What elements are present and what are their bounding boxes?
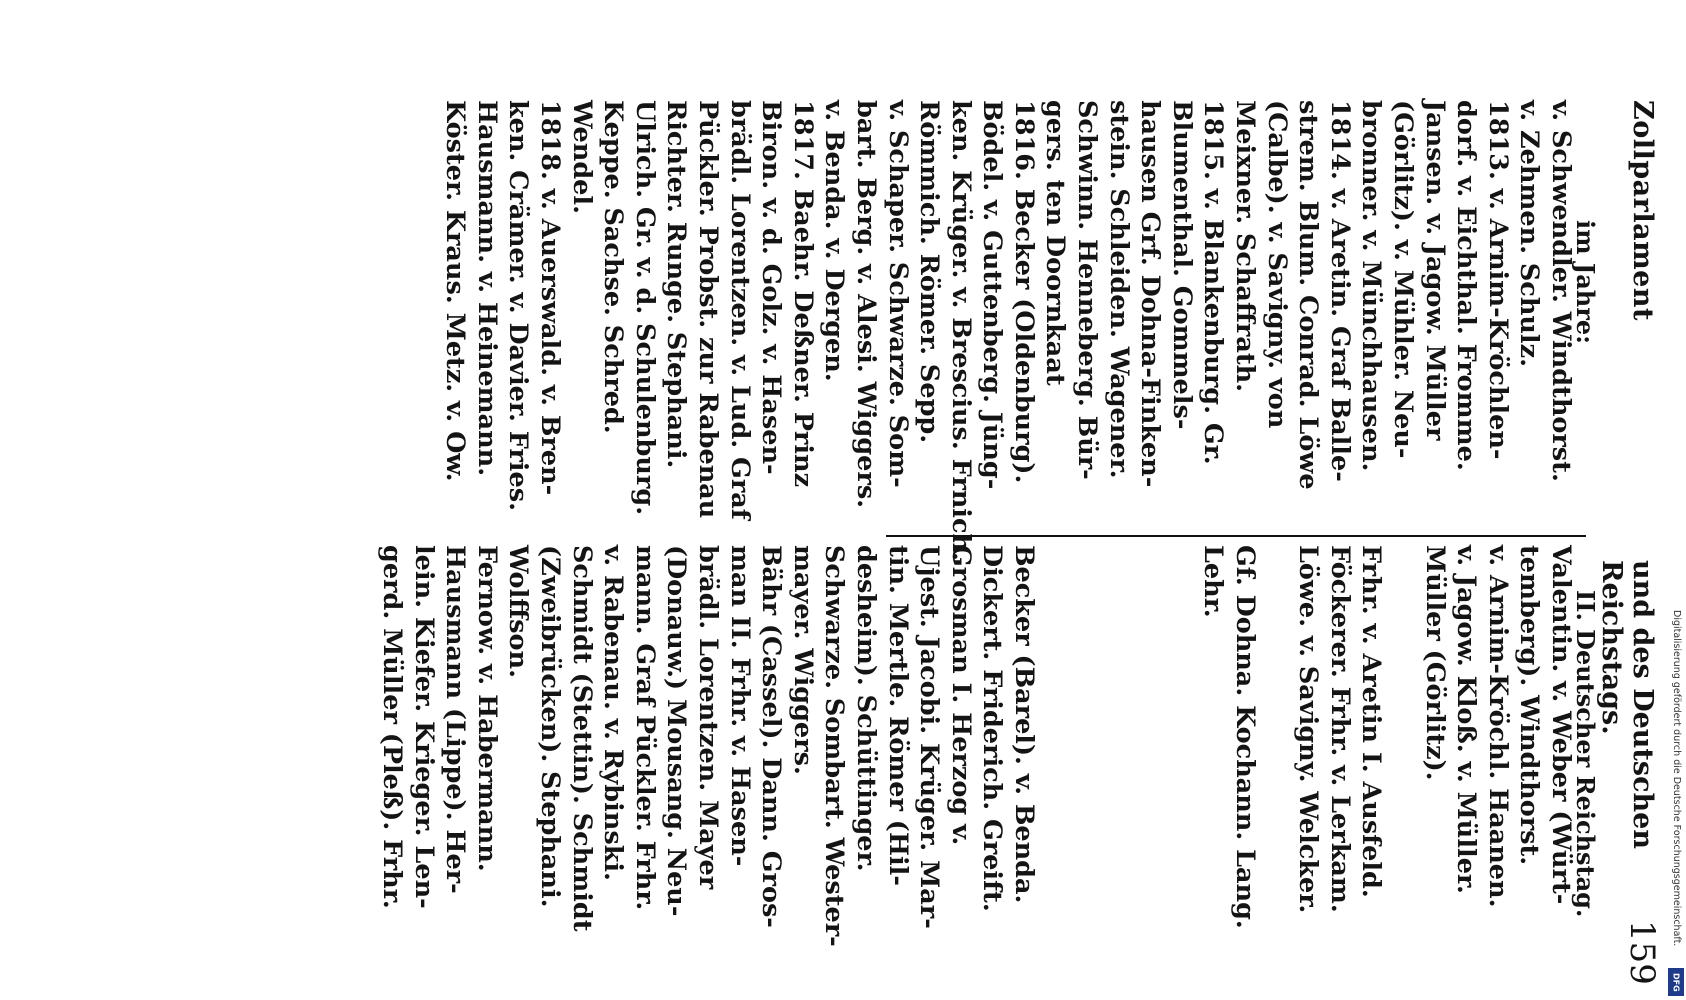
text-line: Schwinn. Henneberg. Bür- (1072, 100, 1103, 480)
text-line: Löwe. v. Savigny. Welcker. (1293, 545, 1324, 914)
text-line: Becker (Barel). v. Benda. (1008, 545, 1039, 904)
text-line: (Donauw.) Mousang. Neu- (661, 545, 692, 917)
text-line: Wolffson. (503, 545, 534, 678)
text-line: Bähr (Cassel). Dann. Gros- (756, 545, 787, 928)
text-line: Grosman I. Herzog v. (945, 545, 976, 846)
text-line: man II. Frhr. v. Hasen- (724, 545, 755, 867)
text-line: Lehr. (1198, 545, 1229, 618)
text-line: Föckerer. Frhr. v. Lerkam. (1324, 545, 1355, 913)
text-line: v. Zehmen. Schulz. (1514, 100, 1545, 367)
text-line: lein. Kiefer. Krieger. Len- (408, 545, 439, 909)
text-line: bart. Berg. v. Alesi. Wiggers. (850, 100, 881, 509)
text-line: v. Schwendler. Windthorst. (1546, 100, 1576, 482)
text-line: Valentin. v. Weber (Würt- (1546, 545, 1576, 905)
text-line: Biron. v. d. Golz. v. Hasen- (756, 100, 787, 475)
text-line: (Calbe). v. Savigny. von (1261, 100, 1292, 429)
text-line: Schmidt (Stettin). Schmidt (566, 545, 597, 932)
text-line: (Zweibrücken). Stephani. (535, 545, 565, 908)
text-line: tin. Mertle. Römer (Hil- (882, 545, 913, 886)
text-line: Bödel. v. Guttenberg. Jüng- (977, 100, 1008, 490)
text-line: Köster. Kraus. Metz. v. Ow. (440, 100, 471, 482)
text-line: gerd. Müller (Pleß). Frhr. (377, 545, 408, 909)
text-line: ken. Krüger. v. Brescius. Frnich. (945, 100, 976, 561)
text-line: 1816. Becker (Oldenburg). (1008, 100, 1039, 484)
text-line: mann. Graf Pückler. Frhr. (629, 545, 660, 911)
text-line: hausen Grf. Dohna-Finken- (1135, 100, 1166, 488)
header-left-title: Zollparlament (1627, 100, 1658, 321)
text-line: Keppe. Sachse. Schred. (598, 100, 629, 434)
text-line (1039, 545, 1071, 975)
text-line: Blumenthal. Gommels- (1166, 100, 1197, 430)
digitization-note-text: Digitalisierung gefördert durch die Deutsche Forschungsgemeinschaft. (1671, 610, 1682, 947)
text-line: Wendel. (566, 100, 597, 214)
dfg-logo: DFG (1668, 968, 1684, 996)
text-line: brädl. Lorentzen. v. Lud. Graf (724, 100, 755, 520)
text-line: (Görlitz). v. Mühler. Neu- (1388, 100, 1419, 459)
text-line: v. Benda. v. Dergen. (819, 100, 850, 382)
text-line: gers. ten Doornkaat (1040, 100, 1071, 386)
text-line: Pückler. Probst. zur Rabenau (692, 100, 723, 519)
text-line: v. Schaper. Schwarze. Som- (882, 100, 913, 488)
text-line: Ulrich. Gr. v. d. Schulenburg. (629, 100, 660, 516)
text-line: 1817. Baehr. Deßner. Prinz (787, 100, 818, 488)
text-line: temberg). Windthorst. (1514, 545, 1545, 866)
text-line (1260, 545, 1292, 975)
right-column (375, 545, 1576, 975)
text-line: Fernow. v. Habermann. (471, 545, 502, 872)
text-line: Hausmann (Lippe). Her- (440, 545, 471, 894)
text-line: Dickert. Friderich. Greift. (977, 545, 1008, 912)
text-line: Meixner. Schaffrath. (1230, 100, 1261, 393)
page-header (1571, 0, 1662, 1000)
page-number: 159 (1622, 920, 1662, 985)
text-line: v. Rabenau. v. Rybinski. (598, 545, 629, 881)
text-line: strem. Blum. Conrad. Löwe (1293, 100, 1324, 490)
text-line: desheim). Schüttinger. (850, 545, 881, 872)
text-line: v. Jagow. Kloß. v. Müller. (1451, 545, 1482, 894)
text-line: 1815. v. Blankenburg. Gr. (1198, 100, 1229, 465)
text-line (1165, 545, 1197, 975)
text-line: Richter. Runge. Stephani. (661, 100, 692, 469)
text-line: Frhr. v. Aretin I. Ausfeld. (1356, 545, 1387, 898)
text-line: 1813. v. Arnim-Kröchlen- (1482, 100, 1513, 460)
text-line (1102, 545, 1134, 975)
text-line (1134, 545, 1166, 975)
text-line: bronner. v. Münchhausen. (1356, 100, 1387, 472)
text-line: Müller (Görlitz). (1419, 545, 1450, 781)
left-column (439, 100, 1576, 561)
text-line: v. Arnim-Kröchl. Haanen. (1482, 545, 1513, 908)
text-line: 1814. v. Aretin. Graf Balle- (1324, 100, 1355, 482)
text-line: Römmich. Römer. Sepp. (914, 100, 945, 444)
text-line: stein. Schleiden. Wagener. (1103, 100, 1134, 479)
text-line: Schwarze. Sombart. Wester- (819, 545, 850, 947)
text-line: dorf. v. Eichthal. Fromme. (1451, 100, 1482, 471)
text-line: Ujest. Jacobi. Krüger. Mar- (914, 545, 945, 929)
header-sub-right: II. Deutscher Reichstag. (1571, 590, 1600, 918)
text-line: brädl. Lorentzen. Mayer (692, 545, 723, 890)
text-line: Hausmann. v. Heinemann. (471, 100, 502, 477)
text-line: Jansen. v. Jagow. Müller (1419, 100, 1450, 441)
header-sub-left: im Jahre: (1571, 220, 1600, 344)
text-line (1071, 545, 1103, 975)
digitization-note (1668, 0, 1686, 1000)
header-middle-title: und des Deutschen Reichstags. (1596, 560, 1658, 849)
text-line: ken. Crämer. v. Davier. Fries. (503, 100, 534, 511)
text-line: 1818. v. Auerswald. v. Bren- (535, 100, 565, 496)
text-line: mayer. Wiggers. (787, 545, 818, 775)
text-line (1386, 545, 1418, 975)
text-line: Gf. Dohna. Kochann. Lang. (1230, 545, 1261, 929)
